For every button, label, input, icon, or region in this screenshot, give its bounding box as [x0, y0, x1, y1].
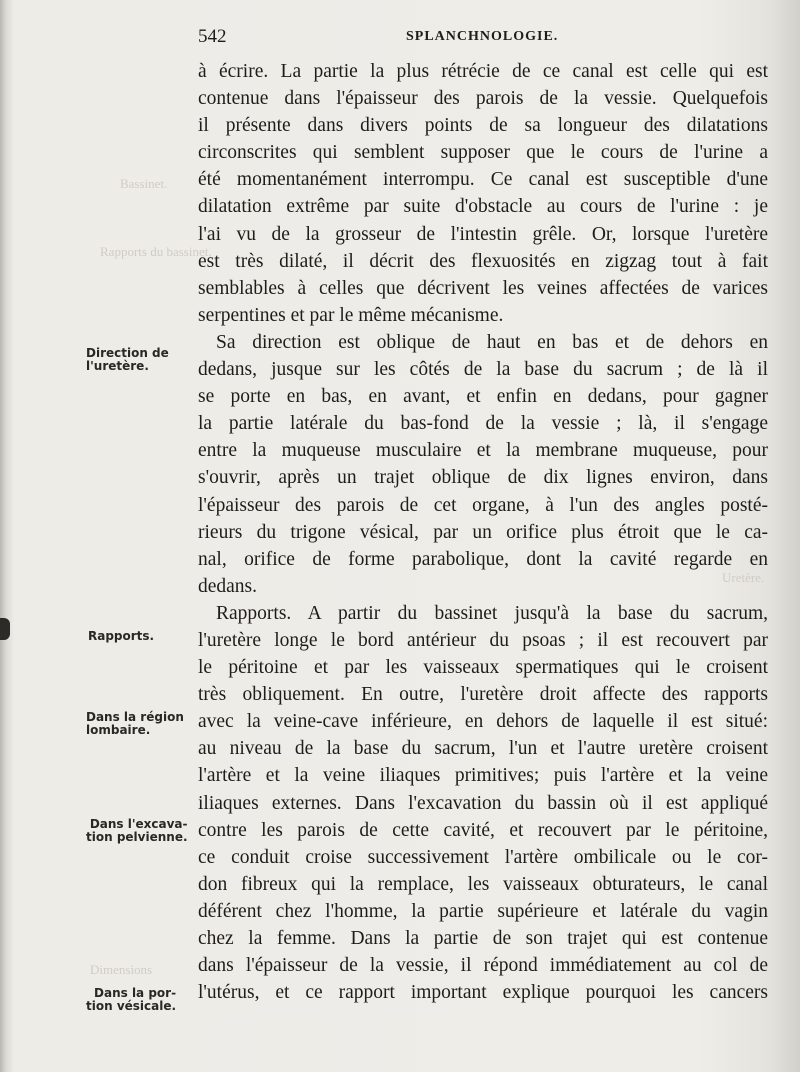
- text-line: Rapports. A partir du bassinet jusqu'à la base du sacrum,: [216, 602, 768, 624]
- text-line: à écrire. La partie la plus rétrécie de ce canal est celle qui est: [198, 61, 768, 82]
- text-line: chez la femme. Dans la partie de son trajet qui est contenue: [198, 928, 768, 949]
- text-line: se porte en bas, en avant, et enfin en dedans, pour gagner: [198, 386, 768, 408]
- text-line: été momentanément interrompu. Ce canal est susceptible d'une: [198, 169, 768, 191]
- margin-note-line: Dans la por-: [94, 986, 177, 1000]
- text-line: dilatation extrême par suite d'obstacle au cours de l'urine : je: [198, 196, 768, 218]
- show-through-text: Dimensions: [90, 962, 153, 977]
- text-line: dedans.: [198, 575, 258, 597]
- margin-note-lombaire: [86, 711, 184, 737]
- text-line: très obliquement. En outre, l'uretère droit affecte des rapports: [198, 684, 768, 706]
- margin-note-line: l'uretère.: [86, 359, 149, 373]
- binding-mark: [0, 618, 10, 640]
- running-title: SPLANCHNOLOGIE.: [406, 29, 559, 44]
- text-line: l'artère et la veine iliaques primitives; puis l'artère et la veine: [198, 765, 768, 787]
- text-line: il présente dans divers points de sa longueur des dilatations: [198, 115, 768, 137]
- text-line: avec la veine-cave inférieure, en dehors de laquelle il est situé:: [198, 711, 768, 733]
- margin-note-direction: [86, 347, 169, 373]
- margin-note-line: Direction de: [86, 346, 169, 360]
- text-line: don fibreux qui la remplace, les vaisseaux obturateurs, le canal: [198, 873, 768, 895]
- text-line: au niveau de la base du sacrum, l'un et l'autre uretère croisent: [198, 738, 768, 760]
- text-line: entre la muqueuse musculaire et la membrane muqueuse, pour: [198, 440, 768, 462]
- margin-note-line: tion vésicale.: [86, 999, 177, 1013]
- text-line: l'ai vu de la grosseur de l'intestin grêle. Or, lorsque l'uretère: [198, 223, 768, 245]
- text-line: circonscrites qui semblent supposer que le cours de l'urine a: [198, 142, 768, 164]
- text-line: l'uretère longe le bord antérieur du psoas ; il est recouvert par: [198, 629, 768, 651]
- page-number: 542: [198, 26, 227, 47]
- text-line: s'ouvrir, après un trajet oblique de dix lignes environ, dans: [198, 467, 768, 489]
- margin-note-line: tion pelvienne.: [86, 830, 188, 844]
- body-text: [198, 58, 768, 1006]
- text-line: est très dilaté, il décrit des flexuosités en zigzag tout à fait: [198, 250, 768, 272]
- show-through-text: Rapports du bassinet.: [100, 244, 212, 259]
- text-line: l'utérus, et ce rapport important explique pourquoi les cancers: [198, 982, 768, 1004]
- text-line: semblables à celles que décrivent les veines affectées de varices: [198, 277, 768, 299]
- text-line: Sa direction est oblique de haut en bas et de dehors en: [216, 331, 768, 353]
- show-through-text: Bassinet.: [120, 176, 168, 191]
- text-line: contenue dans l'épaisseur des parois de la vessie. Quelquefois: [198, 88, 768, 110]
- margin-note-rapports: [88, 630, 154, 643]
- margin-note-line: lombaire.: [86, 723, 151, 737]
- text-line: serpentines et par le même mécanisme.: [198, 304, 504, 326]
- text-line: dans l'épaisseur de la vessie, il répond immédiatement au col de: [198, 955, 768, 977]
- show-through-text: Uretère.: [722, 570, 765, 585]
- page-header: [198, 26, 768, 52]
- text-line: nal, orifice de forme parabolique, dont la cavité regarde en: [198, 548, 768, 570]
- margin-note-line: Dans l'excava-: [89, 817, 188, 831]
- text-line: rieurs du trigone vésical, par un orifice plus étroit que le ca-: [198, 521, 768, 543]
- margin-note-line: Dans la région: [86, 710, 184, 724]
- margin-note-vesicale: [86, 987, 176, 1013]
- text-line: déférent chez l'homme, la partie supérieure et latérale du vagin: [198, 900, 768, 922]
- text-line: dedans, jusque sur les côtés de la base du sacrum ; de là il: [198, 359, 768, 381]
- margin-note-pelvienne: [86, 818, 188, 844]
- margin-note-line: Rapports.: [88, 629, 155, 643]
- text-line: l'épaisseur des parois de cet organe, à l'un des angles posté-: [198, 494, 768, 516]
- text-line: ce conduit croise successivement l'artère ombilicale ou le cor-: [198, 846, 768, 868]
- text-line: contre les parois de cette cavité, et recouvert par le péritoine,: [198, 819, 768, 841]
- text-line: le péritoine et par les vaisseaux spermatiques qui le croisent: [198, 657, 768, 679]
- text-line: iliaques externes. Dans l'excavation du bassin où il est appliqué: [198, 792, 768, 814]
- text-line: la partie latérale du bas-fond de la vessie ; là, il s'engage: [198, 413, 768, 435]
